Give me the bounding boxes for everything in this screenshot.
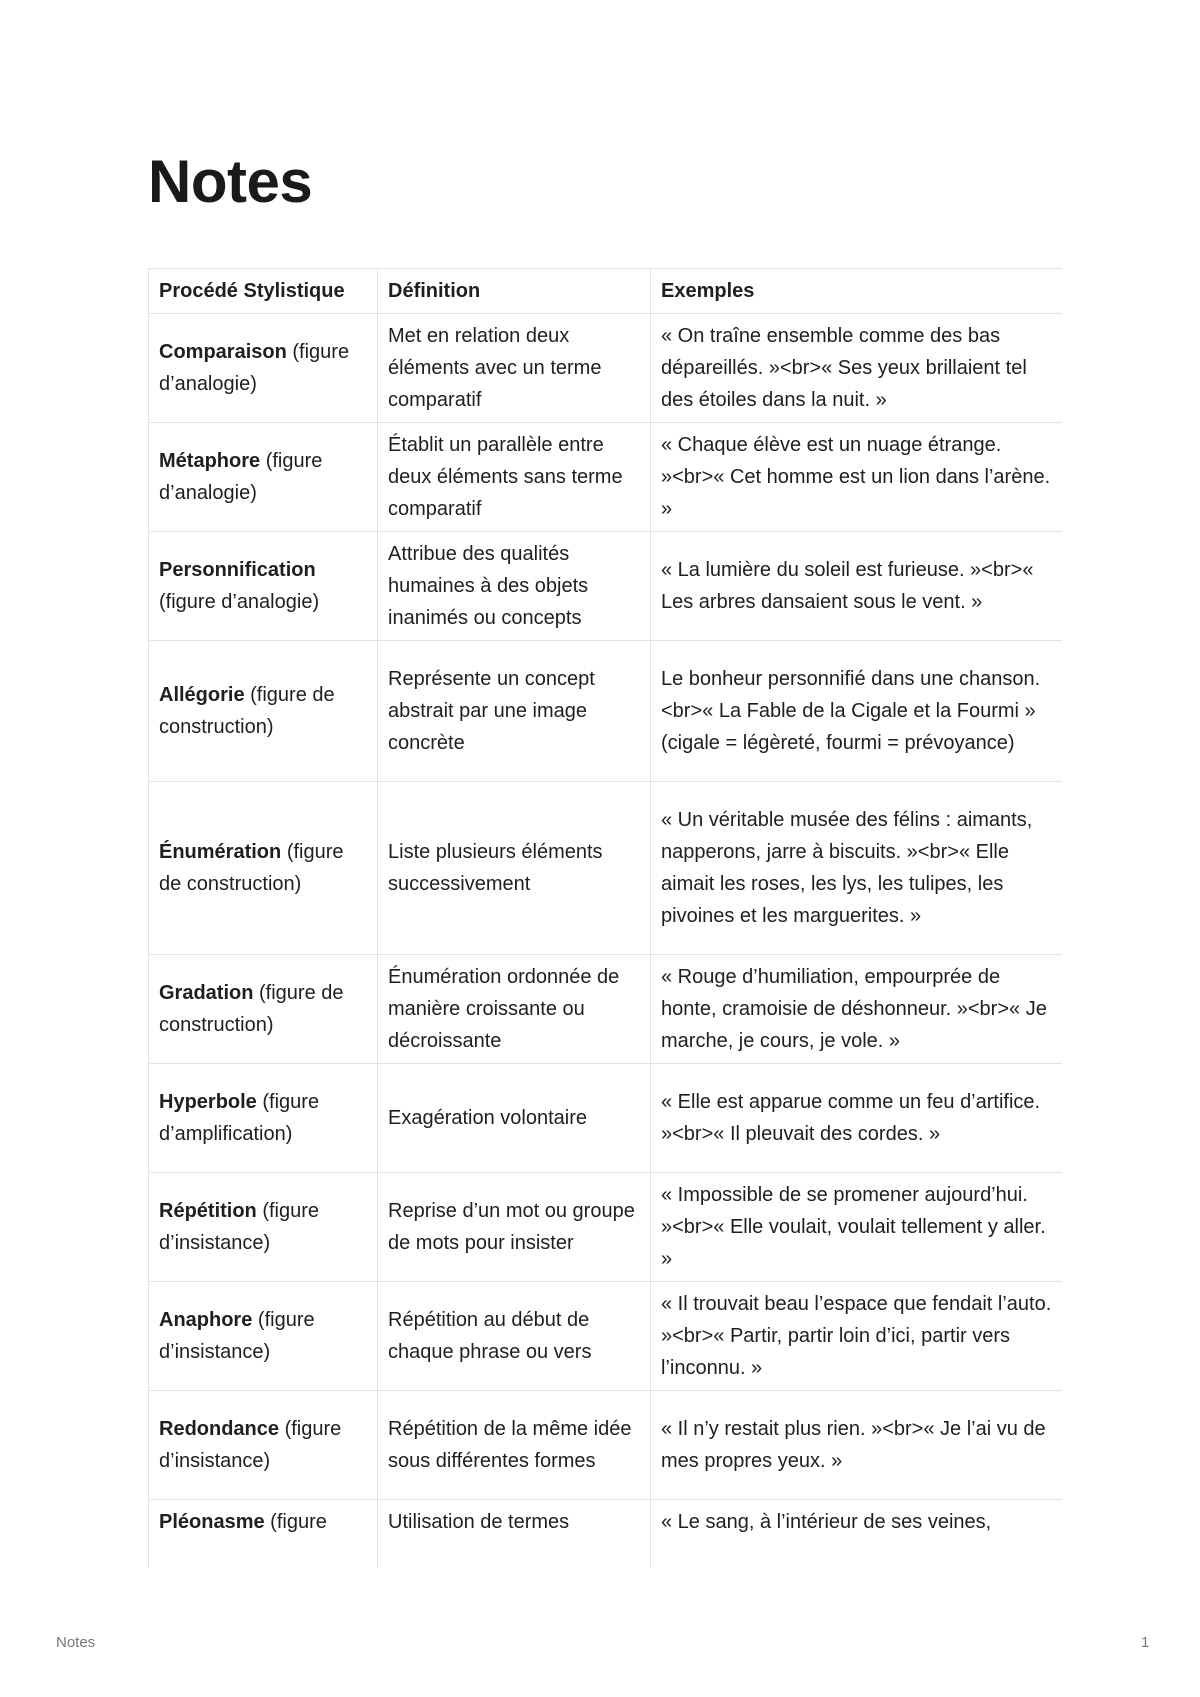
category: (figure d’analogie) <box>159 591 320 613</box>
table-row <box>149 423 1063 532</box>
category: (figure <box>270 1511 327 1533</box>
example-cell: « La lumière du soleil est furieuse. »<br>« Les arbres dansaient sous le vent. » <box>651 532 1063 641</box>
term: Comparaison <box>159 341 287 363</box>
header-exemples: Exemples <box>651 269 1063 314</box>
stylistic-devices-table <box>148 268 1062 1568</box>
category: (figure d’insistance) <box>159 1418 342 1472</box>
table-row <box>149 1282 1063 1391</box>
definition-cell: Liste plusieurs éléments successivement <box>378 782 651 955</box>
term: Répétition <box>159 1200 257 1222</box>
table-container <box>148 268 1062 1568</box>
procede-cell <box>149 1173 378 1282</box>
term: Redondance <box>159 1418 280 1440</box>
definition-cell: Énumération ordonnée de manière croissante ou décroissante <box>378 955 651 1064</box>
category: (figure d’analogie) <box>159 450 323 504</box>
table-row <box>149 1391 1063 1500</box>
procede-cell <box>149 1391 378 1500</box>
category: (figure de construction) <box>159 684 335 738</box>
table-header-row <box>149 269 1063 314</box>
example-cell: « Impossible de se promener aujourd’hui. »<br>« Elle voulait, voulait tellement y aller. » <box>651 1173 1063 1282</box>
category: (figure d’amplification) <box>159 1091 320 1145</box>
table-row <box>149 314 1063 423</box>
example-cell: « Il trouvait beau l’espace que fendait l’auto. »<br>« Partir, partir loin d’ici, partir vers l’inconnu. » <box>651 1282 1063 1391</box>
term: Pléonasme <box>159 1511 265 1533</box>
definition-cell: Met en relation deux éléments avec un terme comparatif <box>378 314 651 423</box>
example-cell: « Elle est apparue comme un feu d’artifice. »<br>« Il pleuvait des cordes. » <box>651 1064 1063 1173</box>
term: Personnification <box>159 559 316 581</box>
category: (figure d’insistance) <box>159 1309 315 1363</box>
example-cell: « Un véritable musée des félins : aimants, napperons, jarre à biscuits. »<br>« Elle aimait les roses, les lys, les tulipes, les pivoines et les marguerites. » <box>651 782 1063 955</box>
procede-cell <box>149 641 378 782</box>
example-cell: « On traîne ensemble comme des bas dépareillés. »<br>« Ses yeux brillaient tel des étoiles dans la nuit. » <box>651 314 1063 423</box>
definition-cell: Attribue des qualités humaines à des objets inanimés ou concepts <box>378 532 651 641</box>
footer-title: Notes <box>56 1634 96 1651</box>
header-definition: Définition <box>378 269 651 314</box>
term: Allégorie <box>159 684 245 706</box>
term: Anaphore <box>159 1309 253 1331</box>
header-procede: Procédé Stylistique <box>149 269 378 314</box>
term: Hyperbole <box>159 1091 257 1113</box>
definition-cell: Établit un parallèle entre deux éléments sans terme comparatif <box>378 423 651 532</box>
definition-cell: Répétition au début de chaque phrase ou vers <box>378 1282 651 1391</box>
table-row <box>149 641 1063 782</box>
procede-cell <box>149 1064 378 1173</box>
definition-cell: Exagération volontaire <box>378 1064 651 1173</box>
category: (figure de construction) <box>159 982 344 1036</box>
category: (figure d’insistance) <box>159 1200 320 1254</box>
term: Gradation <box>159 982 254 1004</box>
term: Métaphore <box>159 450 261 472</box>
example-cell: « Chaque élève est un nuage étrange. »<br>« Cet homme est un lion dans l’arène. » <box>651 423 1063 532</box>
table-row <box>149 532 1063 641</box>
procede-cell <box>149 955 378 1064</box>
page-number: 1 <box>1141 1634 1150 1651</box>
example-cell: « Rouge d’humiliation, empourprée de honte, cramoisie de déshonneur. »<br>« Je marche, je cours, je vole. » <box>651 955 1063 1064</box>
procede-cell <box>149 782 378 955</box>
procede-cell <box>149 532 378 641</box>
example-cell: Le bonheur personnifié dans une chanson.<br>« La Fable de la Cigale et la Fourmi » (cigale = légèreté, fourmi = prévoyance) <box>651 641 1063 782</box>
example-cell: « Le sang, à l’intérieur de ses veines, <box>651 1500 1063 1569</box>
category: (figure d’analogie) <box>159 341 350 395</box>
procede-cell <box>149 1282 378 1391</box>
definition-cell: Utilisation de termes <box>378 1500 651 1569</box>
definition-cell: Répétition de la même idée sous différentes formes <box>378 1391 651 1500</box>
definition-cell: Représente un concept abstrait par une image concrète <box>378 641 651 782</box>
table-row <box>149 782 1063 955</box>
term: Énumération <box>159 841 282 863</box>
procede-cell <box>149 1500 378 1569</box>
category: (figure de construction) <box>159 841 344 895</box>
page-title: Notes <box>148 148 313 215</box>
procede-cell <box>149 314 378 423</box>
table-row <box>149 1064 1063 1173</box>
table-row <box>149 955 1063 1064</box>
example-cell: « Il n’y restait plus rien. »<br>« Je l’ai vu de mes propres yeux. » <box>651 1391 1063 1500</box>
table-row <box>149 1500 1063 1569</box>
definition-cell: Reprise d’un mot ou groupe de mots pour insister <box>378 1173 651 1282</box>
table-row <box>149 1173 1063 1282</box>
procede-cell <box>149 423 378 532</box>
